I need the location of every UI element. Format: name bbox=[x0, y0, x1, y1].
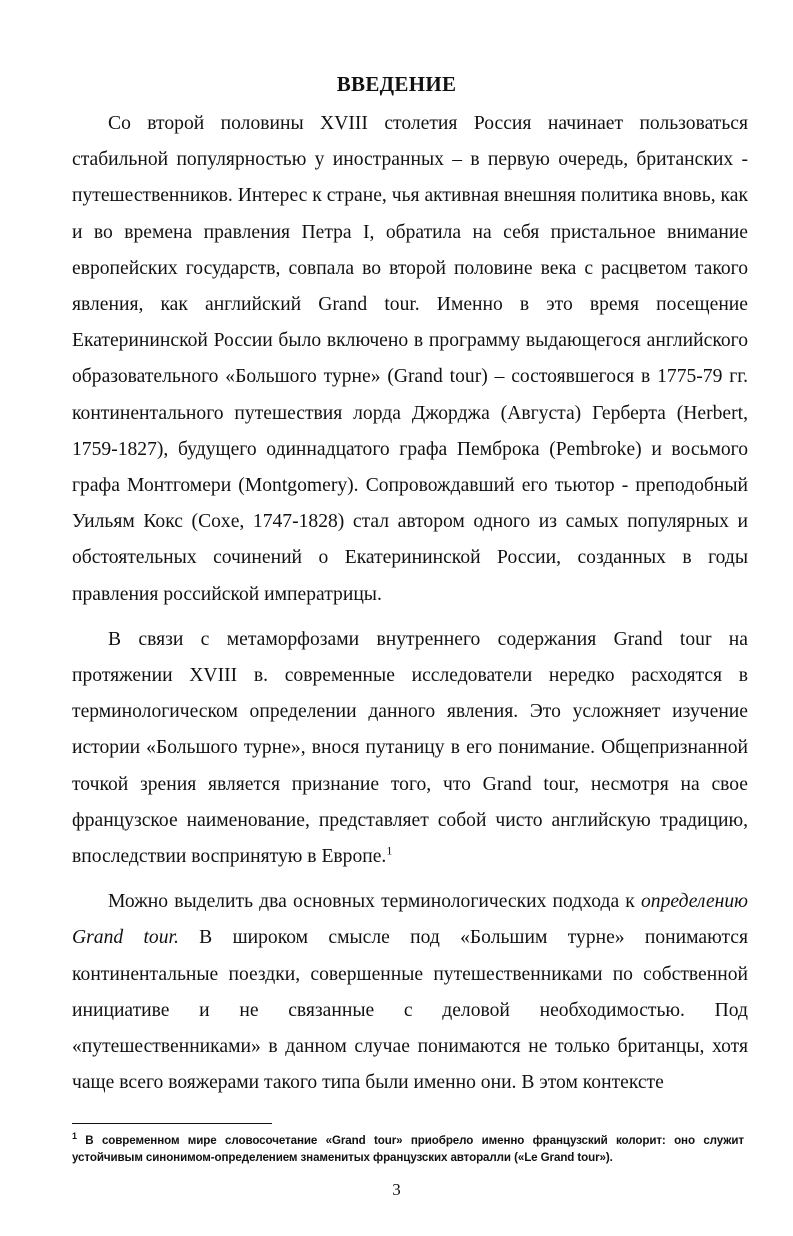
paragraph-2-text: В связи с метаморфозами внутреннего содержания Grand tour на протяжении XVIII в. современные исследователи нередко расходятся в терминологическом определении данного явления. Это усложняет изучение истории «Большого турне», внося путаницу в его понимание. Общепризнанной точкой зрения является признание того, что Grand tour, несмотря на свое французское наименование, представляет собой чисто английскую традицию, впоследствии воспринятую в Европе. bbox=[72, 628, 748, 868]
body-text bbox=[72, 106, 748, 1110]
paragraph-3-lead: Можно выделить два основных терминологических подхода к bbox=[108, 891, 641, 913]
page-title: ВВЕДЕНИЕ bbox=[336, 72, 457, 96]
paragraph-2 bbox=[72, 622, 748, 875]
paragraph-1 bbox=[72, 106, 748, 613]
paragraph-3-emphasis: определению Grand tour. bbox=[72, 891, 748, 949]
page-number: 3 bbox=[392, 1180, 401, 1199]
paragraph-1-text: Со второй половины XVIII столетия Россия начинает пользоваться стабильной популярностью у иностранных – в первую очередь, британских - путешественников. Интерес к стране, чья активная внешняя политика вновь, как и во времена правления Петра I, обратила на себя пристальное внимание европейских государств, совпала во второй половине века с расцветом такого явления, как английский Grand tour. Именно в это время посещение Екатерининской России было включено в программу выдающегося английского образовательного «Большого турне» (Grand tour) – состоявшегося в 1775-79 гг. континентального путешествия лорда Джорджа (Августа) Герберта (Herbert, 1759-1827), будущего одиннадцатого графа Пемброка (Pembroke) и восьмого графа Монтгомери (Montgomery). Сопровождавший его тьютор - преподобный Уильям Кокс (Coxe, 1747-1828) стал автором одного из самых популярных и обстоятельных сочинений о Екатерининской России, созданных в годы правления российской императрицы. bbox=[72, 113, 748, 605]
paragraph-3 bbox=[72, 884, 748, 1101]
footnote-reference[interactable]: 1 bbox=[386, 843, 393, 858]
footnote-separator bbox=[72, 1123, 272, 1124]
paragraph-3-rest: В широком смысле под «Большим турне» понимаются континентальные поездки, совершенные путешественниками по собственной инициативе и не связанные с деловой необходимостью. Под «путешественниками» в данном случае понимаются не только британцы, хотя чаще всего вояжерами такого типа были именно они. В этом контексте bbox=[72, 927, 749, 1094]
footnote-text: В современном мире словосочетание «Grand tour» приобрело именно французский колорит: оно служит устойчивым синонимом-определением знаменитых французских авторалли («Le Grand tour»). bbox=[72, 1134, 744, 1164]
footnote bbox=[72, 1133, 744, 1166]
footnote-number: 1 bbox=[72, 1131, 77, 1142]
